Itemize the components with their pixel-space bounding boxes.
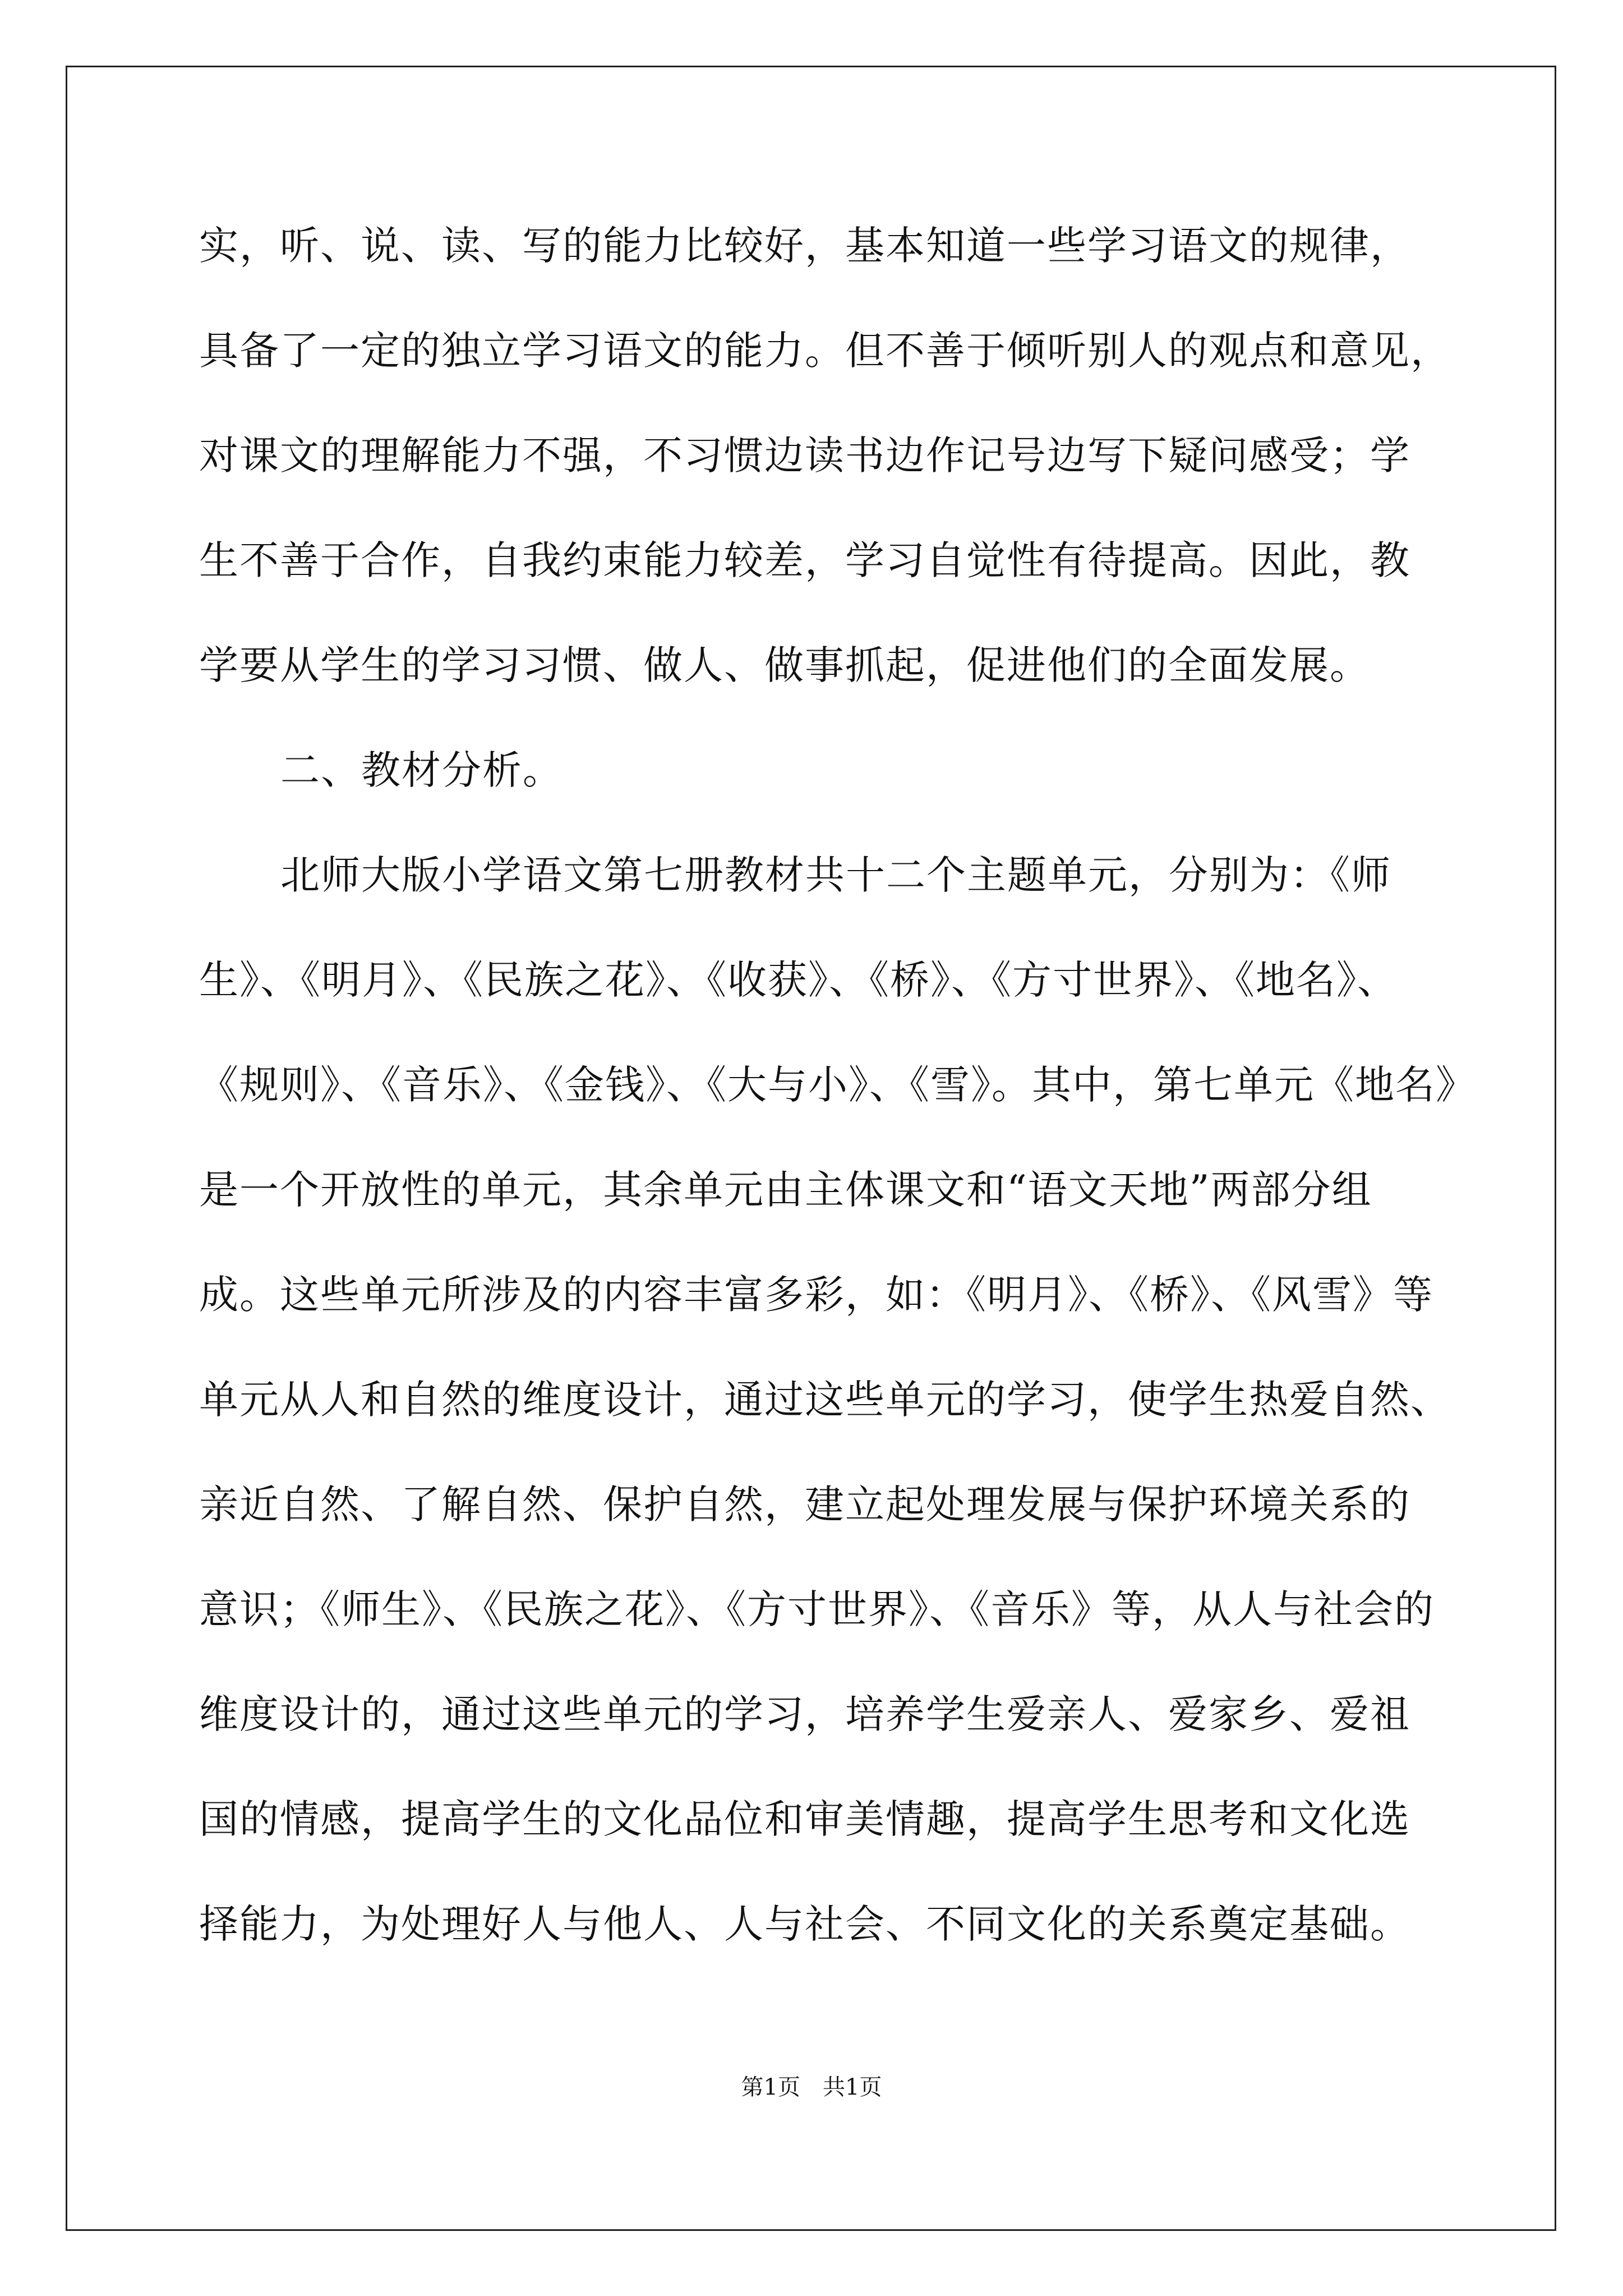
text-line: 是一个开放性的单元，其余单元由主体课文和“语文天地”两部分组 — [199, 1167, 1372, 1213]
text-line: 择能力，为处理好人与他人、人与社会、不同文化的关系奠定基础。 — [199, 1901, 1410, 1947]
page-number-footer: 第1页 共1页 — [741, 2074, 882, 2100]
text-line: 学要从学生的学习习惯、做人、做事抓起，促进他们的全面发展。 — [199, 642, 1370, 688]
text-line: 生不善于合作，自我约束能力较差，学习自觉性有待提高。因此，教 — [199, 537, 1410, 583]
text-line: 意识；《师生》、《民族之花》、《方寸世界》、《音乐》等，从人与社会的 — [199, 1586, 1435, 1632]
text-line: 国的情感，提高学生的文化品位和审美情趣，提高学生思考和文化选 — [199, 1796, 1410, 1842]
text-line: 《规则》、《音乐》、《金钱》、《大与小》、《雪》。其中，第七单元《地名》 — [199, 1062, 1476, 1108]
text-line: 成。这些单元所涉及的内容丰富多彩，如：《明月》、《桥》、《风雪》等 — [199, 1272, 1433, 1318]
section-heading: 二、教材分析。 — [280, 747, 563, 793]
text-line: 生》、《明月》、《民族之花》、《收获》、《桥》、《方寸世界》、《地名》、 — [199, 957, 1398, 1003]
text-line: 对课文的理解能力不强，不习惯边读书边作记号边写下疑问感受；学 — [199, 432, 1410, 478]
text-line: 具备了一定的独立学习语文的能力。但不善于倾听别人的观点和意见， — [199, 328, 1451, 374]
text-line: 实，听、说、读、写的能力比较好，基本知道一些学习语文的规律， — [199, 223, 1410, 269]
text-line: 亲近自然、了解自然、保护自然，建立起处理发展与保护环境关系的 — [199, 1481, 1410, 1527]
text-line: 单元从人和自然的维度设计，通过这些单元的学习，使学生热爱自然、 — [199, 1377, 1451, 1423]
text-line: 维度设计的，通过这些单元的学习，培养学生爱亲人、爱家乡、爱祖 — [199, 1691, 1410, 1737]
text-line: 北师大版小学语文第七册教材共十二个主题单元，分别为：《师 — [280, 852, 1391, 898]
